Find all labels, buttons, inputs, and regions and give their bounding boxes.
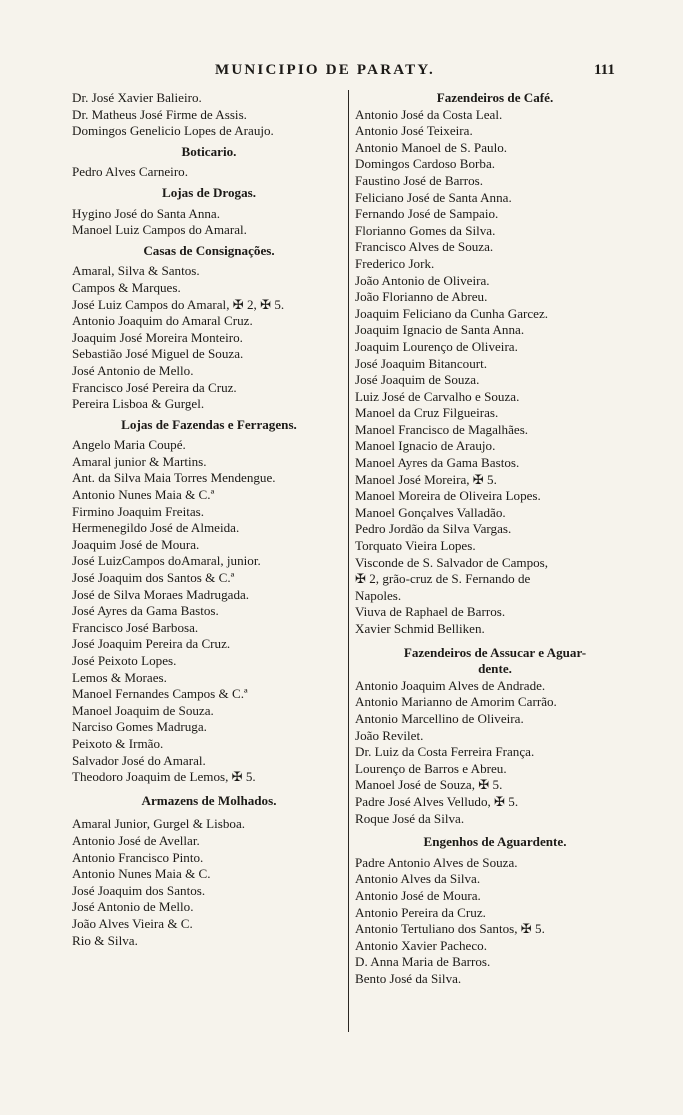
list-item: Lemos & Moraes.: [72, 669, 167, 685]
list-item: Antonio Nunes Maia & C.ª: [72, 487, 215, 503]
list-item: José Luiz Campos do Amaral, ✠ 2, ✠ 5.: [72, 296, 285, 312]
list-item: Francisco Alves de Souza.: [355, 239, 494, 255]
list-item: Antonio Pereira da Cruz.: [355, 904, 486, 920]
lojas-fazendas-list: [72, 437, 346, 785]
section-heading-armazens: Armazens de Molhados.: [141, 792, 277, 808]
list-item: Viuva de Raphael de Barros.: [355, 604, 506, 620]
list-item: Roque José da Silva.: [355, 810, 465, 826]
list-item: Pedro Alves Carneiro.: [72, 164, 189, 180]
list-item: Antonio Alves da Silva.: [355, 871, 481, 887]
list-item: Amaral junior & Martins.: [72, 453, 207, 469]
list-item: Antonio José de Avellar.: [72, 832, 200, 848]
list-item: José Peixoto Lopes.: [72, 653, 177, 668]
list-item: Antonio José de Moura.: [355, 887, 481, 903]
list-item: Manoel José de Souza, ✠ 5.: [355, 777, 503, 793]
list-item: João Revilet.: [355, 727, 424, 743]
list-item: José Joaquim Bitancourt.: [355, 355, 488, 371]
list-item: Dr. Matheus José Firme de Assis.: [72, 106, 247, 122]
right-column: [355, 90, 635, 987]
list-item: João Antonio de Oliveira.: [355, 272, 490, 288]
list-item: D. Anna Maria de Barros.: [355, 954, 491, 970]
list-item: Antonio José Teixeira.: [355, 123, 473, 139]
list-item: Peixoto & Irmão.: [72, 735, 164, 751]
list-item: Antonio Xavier Pacheco.: [355, 937, 487, 953]
list-item: Hygino José do Santa Anna.: [72, 205, 221, 221]
list-item: João Alves Vieira & C.: [72, 915, 193, 931]
list-item: Napoles.: [355, 587, 402, 603]
list-item: Manoel Ignacio de Araujo.: [355, 438, 496, 454]
list-item: Pedro Jordão da Silva Vargas.: [355, 521, 512, 537]
page-header: [0, 62, 683, 84]
list-item: José Joaquim dos Santos.: [72, 882, 206, 898]
intro-list: [72, 90, 346, 140]
fazendeiros-cafe-list: [355, 107, 635, 638]
list-item: Antonio Tertuliano dos Santos, ✠ 5.: [355, 921, 545, 937]
list-item: Dr. José Xavier Balieiro.: [72, 90, 202, 105]
list-item: José Antonio de Mello.: [72, 899, 194, 915]
list-item: Manoel Francisco de Magalhães.: [355, 421, 529, 437]
list-item: José de Silva Moraes Madrugada.: [72, 586, 250, 602]
list-item: Antonio Nunes Maia & C.: [72, 866, 211, 882]
list-item: Antonio Marianno de Amorim Carrão.: [355, 694, 557, 710]
fazendeiros-assucar-list: [355, 678, 635, 827]
section-heading-fazendeiros-assucar-1: Fazendeiros de Assucar e Aguar-: [403, 644, 587, 660]
list-item: Narciso Gomes Madruga.: [72, 719, 207, 735]
list-item: Manoel Gonçalves Valladão.: [355, 504, 506, 520]
list-item: Frederico Jork.: [355, 255, 435, 271]
engenhos-list: [355, 855, 635, 988]
list-item: Joaquim José Moreira Monteiro.: [72, 329, 243, 345]
section-heading-boticario: Boticario.: [181, 143, 237, 159]
section-heading-fazendeiros-assucar-2: dente.: [478, 661, 512, 677]
list-item: Joaquim Feliciano da Cunha Garcez.: [355, 305, 549, 321]
list-item: Visconde de S. Salvador de Campos,: [355, 554, 549, 570]
list-item: Antonio Joaquim do Amaral Cruz.: [72, 313, 253, 329]
list-item: Fernando José de Sampaio.: [355, 206, 499, 222]
list-item: Bento José da Silva.: [355, 970, 462, 986]
list-item: Theodoro Joaquim de Lemos, ✠ 5.: [72, 769, 256, 785]
list-item: José Joaquim de Souza.: [355, 372, 480, 388]
list-item: Manoel Joaquim de Souza.: [72, 702, 214, 718]
list-item: Antonio Marcellino de Oliveira.: [355, 710, 524, 726]
list-item: Manoel da Cruz Filgueiras.: [355, 405, 499, 421]
list-item: Joaquim José de Moura.: [72, 536, 200, 552]
list-item: Pereira Lisboa & Gurgel.: [72, 396, 205, 412]
lojas-drogas-list: [72, 206, 346, 239]
list-item: Domingos Genelicio Lopes de Araujo.: [72, 123, 274, 139]
list-item: José Antonio de Mello.: [72, 362, 194, 378]
list-item: Antonio Joaquim Alves de Andrade.: [355, 677, 546, 693]
running-title: MUNICIPIO DE PARATY.: [215, 62, 435, 78]
list-item: Torquato Vieira Lopes.: [355, 538, 476, 554]
section-heading-lojas-fazendas: Lojas de Fazendas e Ferragens.: [121, 416, 297, 432]
list-item: Padre José Alves Velludo, ✠ 5.: [355, 793, 519, 809]
list-item: Xavier Schmid Belliken.: [355, 621, 485, 636]
list-item: Sebastião José Miguel de Souza.: [72, 346, 244, 362]
list-item: José LuizCampos doAmaral, junior.: [72, 553, 261, 569]
list-item: ✠ 2, grão-cruz de S. Fernando de: [355, 571, 531, 587]
list-item: Angelo Maria Coupé.: [72, 437, 186, 453]
list-item: Lourenço de Barros e Abreu.: [355, 760, 507, 776]
list-item: Ant. da Silva Maia Torres Mendengue.: [72, 470, 276, 486]
list-item: Joaquim Ignacio de Santa Anna.: [355, 322, 525, 338]
list-item: Firmino Joaquim Freitas.: [72, 503, 205, 519]
page-number: 111: [594, 62, 615, 78]
list-item: Joaquim Lourenço de Oliveira.: [355, 338, 518, 354]
list-item: Rio & Silva.: [72, 932, 138, 948]
list-item: Domingos Cardoso Borba.: [355, 156, 496, 172]
list-item: Antonio José da Costa Leal.: [355, 106, 503, 122]
list-item: Florianno Gomes da Silva.: [355, 222, 496, 238]
list-item: Francisco José Pereira da Cruz.: [72, 379, 237, 395]
list-item: Manoel Moreira de Oliveira Lopes.: [355, 488, 541, 504]
list-item: João Florianno de Abreu.: [355, 289, 488, 305]
section-heading-lojas-drogas: Lojas de Drogas.: [162, 184, 256, 200]
list-item: Salvador José do Amaral.: [72, 752, 206, 768]
list-item: Amaral, Silva & Santos.: [72, 263, 200, 279]
list-item: Antonio Francisco Pinto.: [72, 849, 204, 865]
list-item: Campos & Marques.: [72, 279, 181, 295]
list-item: Faustino José de Barros.: [355, 172, 484, 188]
list-item: Padre Antonio Alves de Souza.: [355, 854, 518, 870]
left-column: [72, 90, 346, 949]
section-heading-consignacoes: Casas de Consignações.: [143, 242, 275, 258]
list-item: Manoel Fernandes Campos & C.ª: [72, 686, 248, 702]
list-item: Manoel Ayres da Gama Bastos.: [355, 455, 520, 471]
list-item: Feliciano José de Santa Anna.: [355, 189, 512, 205]
armazens-list: [72, 816, 346, 949]
list-item: Antonio Manoel de S. Paulo.: [355, 139, 508, 155]
list-item: Francisco José Barbosa.: [72, 619, 199, 635]
section-heading-fazendeiros-cafe: Fazendeiros de Café.: [436, 90, 554, 105]
list-item: Dr. Luiz da Costa Ferreira França.: [355, 744, 535, 760]
list-item: José Joaquim dos Santos & C.ª: [72, 570, 235, 586]
list-item: Manoel José Moreira, ✠ 5.: [355, 471, 497, 487]
boticario-list: [72, 164, 346, 181]
list-item: José Ayres da Gama Bastos.: [72, 603, 219, 619]
list-item: Manoel Luiz Campos do Amaral.: [72, 222, 247, 238]
list-item: Amaral Junior, Gurgel & Lisboa.: [72, 816, 246, 832]
section-heading-engenhos: Engenhos de Aguardente.: [423, 834, 567, 850]
list-item: Luiz José de Carvalho e Souza.: [355, 388, 520, 404]
list-item: José Joaquim Pereira da Cruz.: [72, 636, 231, 652]
list-item: Hermenegildo José de Almeida.: [72, 520, 240, 536]
consignacoes-list: [72, 263, 346, 412]
column-divider: [348, 90, 349, 1032]
